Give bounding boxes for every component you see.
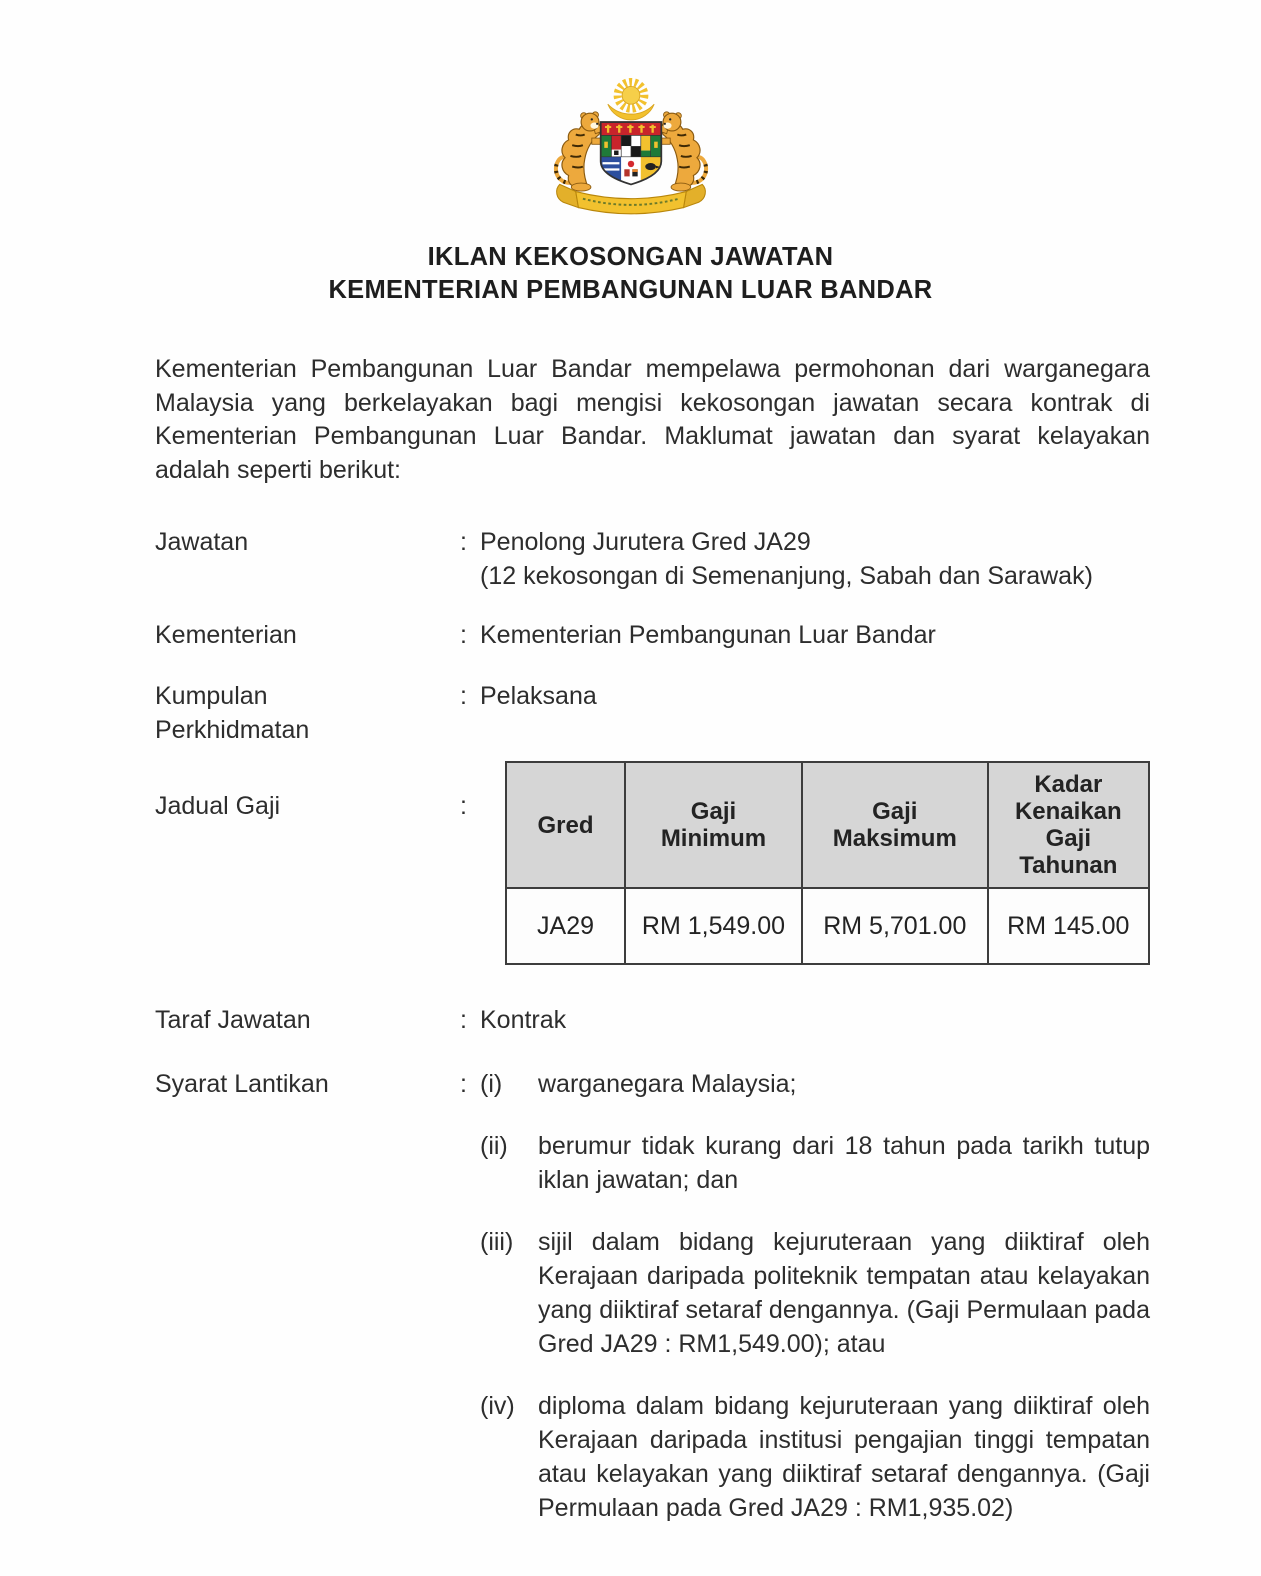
header-line: Gaji bbox=[872, 798, 918, 825]
title-line-1: IKLAN KEKOSONGAN JAWATAN bbox=[427, 243, 834, 271]
field-jawatan-label: Jawatan bbox=[155, 528, 249, 556]
header-line: Maksimum bbox=[832, 825, 957, 852]
syarat-item-4 bbox=[155, 1389, 1150, 1525]
field-jawatan-value bbox=[480, 525, 1150, 593]
header-line: Gred bbox=[537, 811, 594, 839]
field-kumpulan-perkhidmatan bbox=[155, 679, 1150, 747]
syarat-item-number: (iv) bbox=[480, 1392, 515, 1420]
field-taraf-colon: : bbox=[460, 1006, 467, 1034]
field-jadual-gaji-colon: : bbox=[460, 792, 467, 820]
col-header-gaji-maksimum bbox=[802, 762, 988, 888]
cell-kadar-kenaikan: RM 145.00 bbox=[988, 888, 1149, 964]
header-line: Kadar bbox=[1034, 771, 1103, 798]
syarat-item-text: diploma dalam bidang kejuruteraan yang diiktiraf oleh Kerajaan daripada institusi pengajian tinggi tempatan atau kelayakan yang diiktiraf setaraf dengannya. (Gaji Permulaan pada Gred JA29 : RM1,935.02) bbox=[538, 1392, 1150, 1522]
syarat-item-2 bbox=[155, 1129, 1150, 1197]
header-line: Kenaikan bbox=[1014, 798, 1122, 825]
field-syarat-label: Syarat Lantikan bbox=[155, 1070, 329, 1098]
cell-gaji-minimum: RM 1,549.00 bbox=[625, 888, 802, 964]
field-kementerian bbox=[155, 618, 1150, 652]
field-taraf-label: Taraf Jawatan bbox=[155, 1006, 311, 1034]
syarat-item-text: sijil dalam bidang kejuruteraan yang diiktiraf oleh Kerajaan daripada politeknik tempatan atau kelayakan yang diiktiraf setaraf dengannya. (Gaji Permulaan pada Gred JA29 : RM1,549.00); atau bbox=[538, 1228, 1150, 1358]
field-syarat-lantikan bbox=[155, 1067, 1150, 1101]
col-header-gaji-minimum bbox=[625, 762, 802, 888]
field-jawatan bbox=[155, 525, 1150, 593]
header-line: Gaji bbox=[1045, 825, 1091, 852]
syarat-item-text: berumur tidak kurang dari 18 tahun pada tarikh tutup iklan jawatan; dan bbox=[538, 1132, 1150, 1194]
field-jawatan-colon: : bbox=[460, 528, 467, 556]
field-kementerian-colon: : bbox=[460, 621, 467, 649]
syarat-item-number: (iii) bbox=[480, 1228, 514, 1256]
header-line: Tahunan bbox=[1019, 852, 1118, 879]
crest-container bbox=[0, 0, 1261, 227]
field-syarat-colon: : bbox=[460, 1070, 467, 1098]
intro-paragraph: Kementerian Pembangunan Luar Bandar mempelawa permohonan dari warganegara Malaysia yang berkelayakan bagi mengisi kekosongan jawatan secara kontrak di Kementerian Pembangunan Luar Bandar. Maklumat jawatan dan syarat kelayakan adalah seperti berikut: bbox=[155, 355, 1150, 484]
field-kumpulan-label bbox=[155, 679, 460, 747]
cell-gred: JA29 bbox=[506, 888, 625, 964]
col-header-gred bbox=[506, 762, 625, 888]
field-jawatan-value-line2: (12 kekosongan di Semenanjung, Sabah dan Sarawak) bbox=[480, 562, 1093, 590]
title-line-2: KEMENTERIAN PEMBANGUNAN LUAR BANDAR bbox=[328, 276, 933, 304]
field-jadual-gaji-label: Jadual Gaji bbox=[155, 792, 281, 820]
document-body bbox=[155, 353, 1150, 1525]
syarat-item-3 bbox=[155, 1225, 1150, 1361]
field-jawatan-value-line1: Penolong Jurutera Gred JA29 bbox=[480, 528, 811, 556]
field-taraf-jawatan bbox=[155, 1003, 1150, 1037]
field-taraf-value: Kontrak bbox=[480, 1006, 567, 1034]
salary-table-data-row bbox=[506, 888, 1149, 964]
header-line: Minimum bbox=[660, 825, 767, 852]
col-header-kadar-kenaikan bbox=[988, 762, 1149, 888]
salary-table-header-row bbox=[506, 762, 1149, 888]
header-line: Gaji bbox=[690, 798, 737, 825]
field-kumpulan-label-line2: Perkhidmatan bbox=[155, 716, 310, 744]
field-kementerian-value: Kementerian Pembangunan Luar Bandar bbox=[480, 621, 936, 649]
cell-gaji-maksimum: RM 5,701.00 bbox=[802, 888, 988, 964]
syarat-item-number: (ii) bbox=[480, 1132, 508, 1160]
field-jadual-gaji-value bbox=[480, 761, 1150, 965]
document-title bbox=[0, 241, 1261, 307]
field-jadual-gaji bbox=[155, 761, 1150, 965]
field-kumpulan-value: Pelaksana bbox=[480, 682, 597, 710]
field-kementerian-label: Kementerian bbox=[155, 621, 297, 649]
syarat-item-text: warganegara Malaysia; bbox=[538, 1070, 797, 1098]
syarat-item-number: (i) bbox=[480, 1070, 503, 1098]
salary-table bbox=[505, 761, 1150, 965]
field-kumpulan-label-line1: Kumpulan bbox=[155, 682, 268, 710]
malaysia-coat-of-arms-icon bbox=[533, 72, 729, 222]
field-kumpulan-colon: : bbox=[460, 682, 467, 710]
